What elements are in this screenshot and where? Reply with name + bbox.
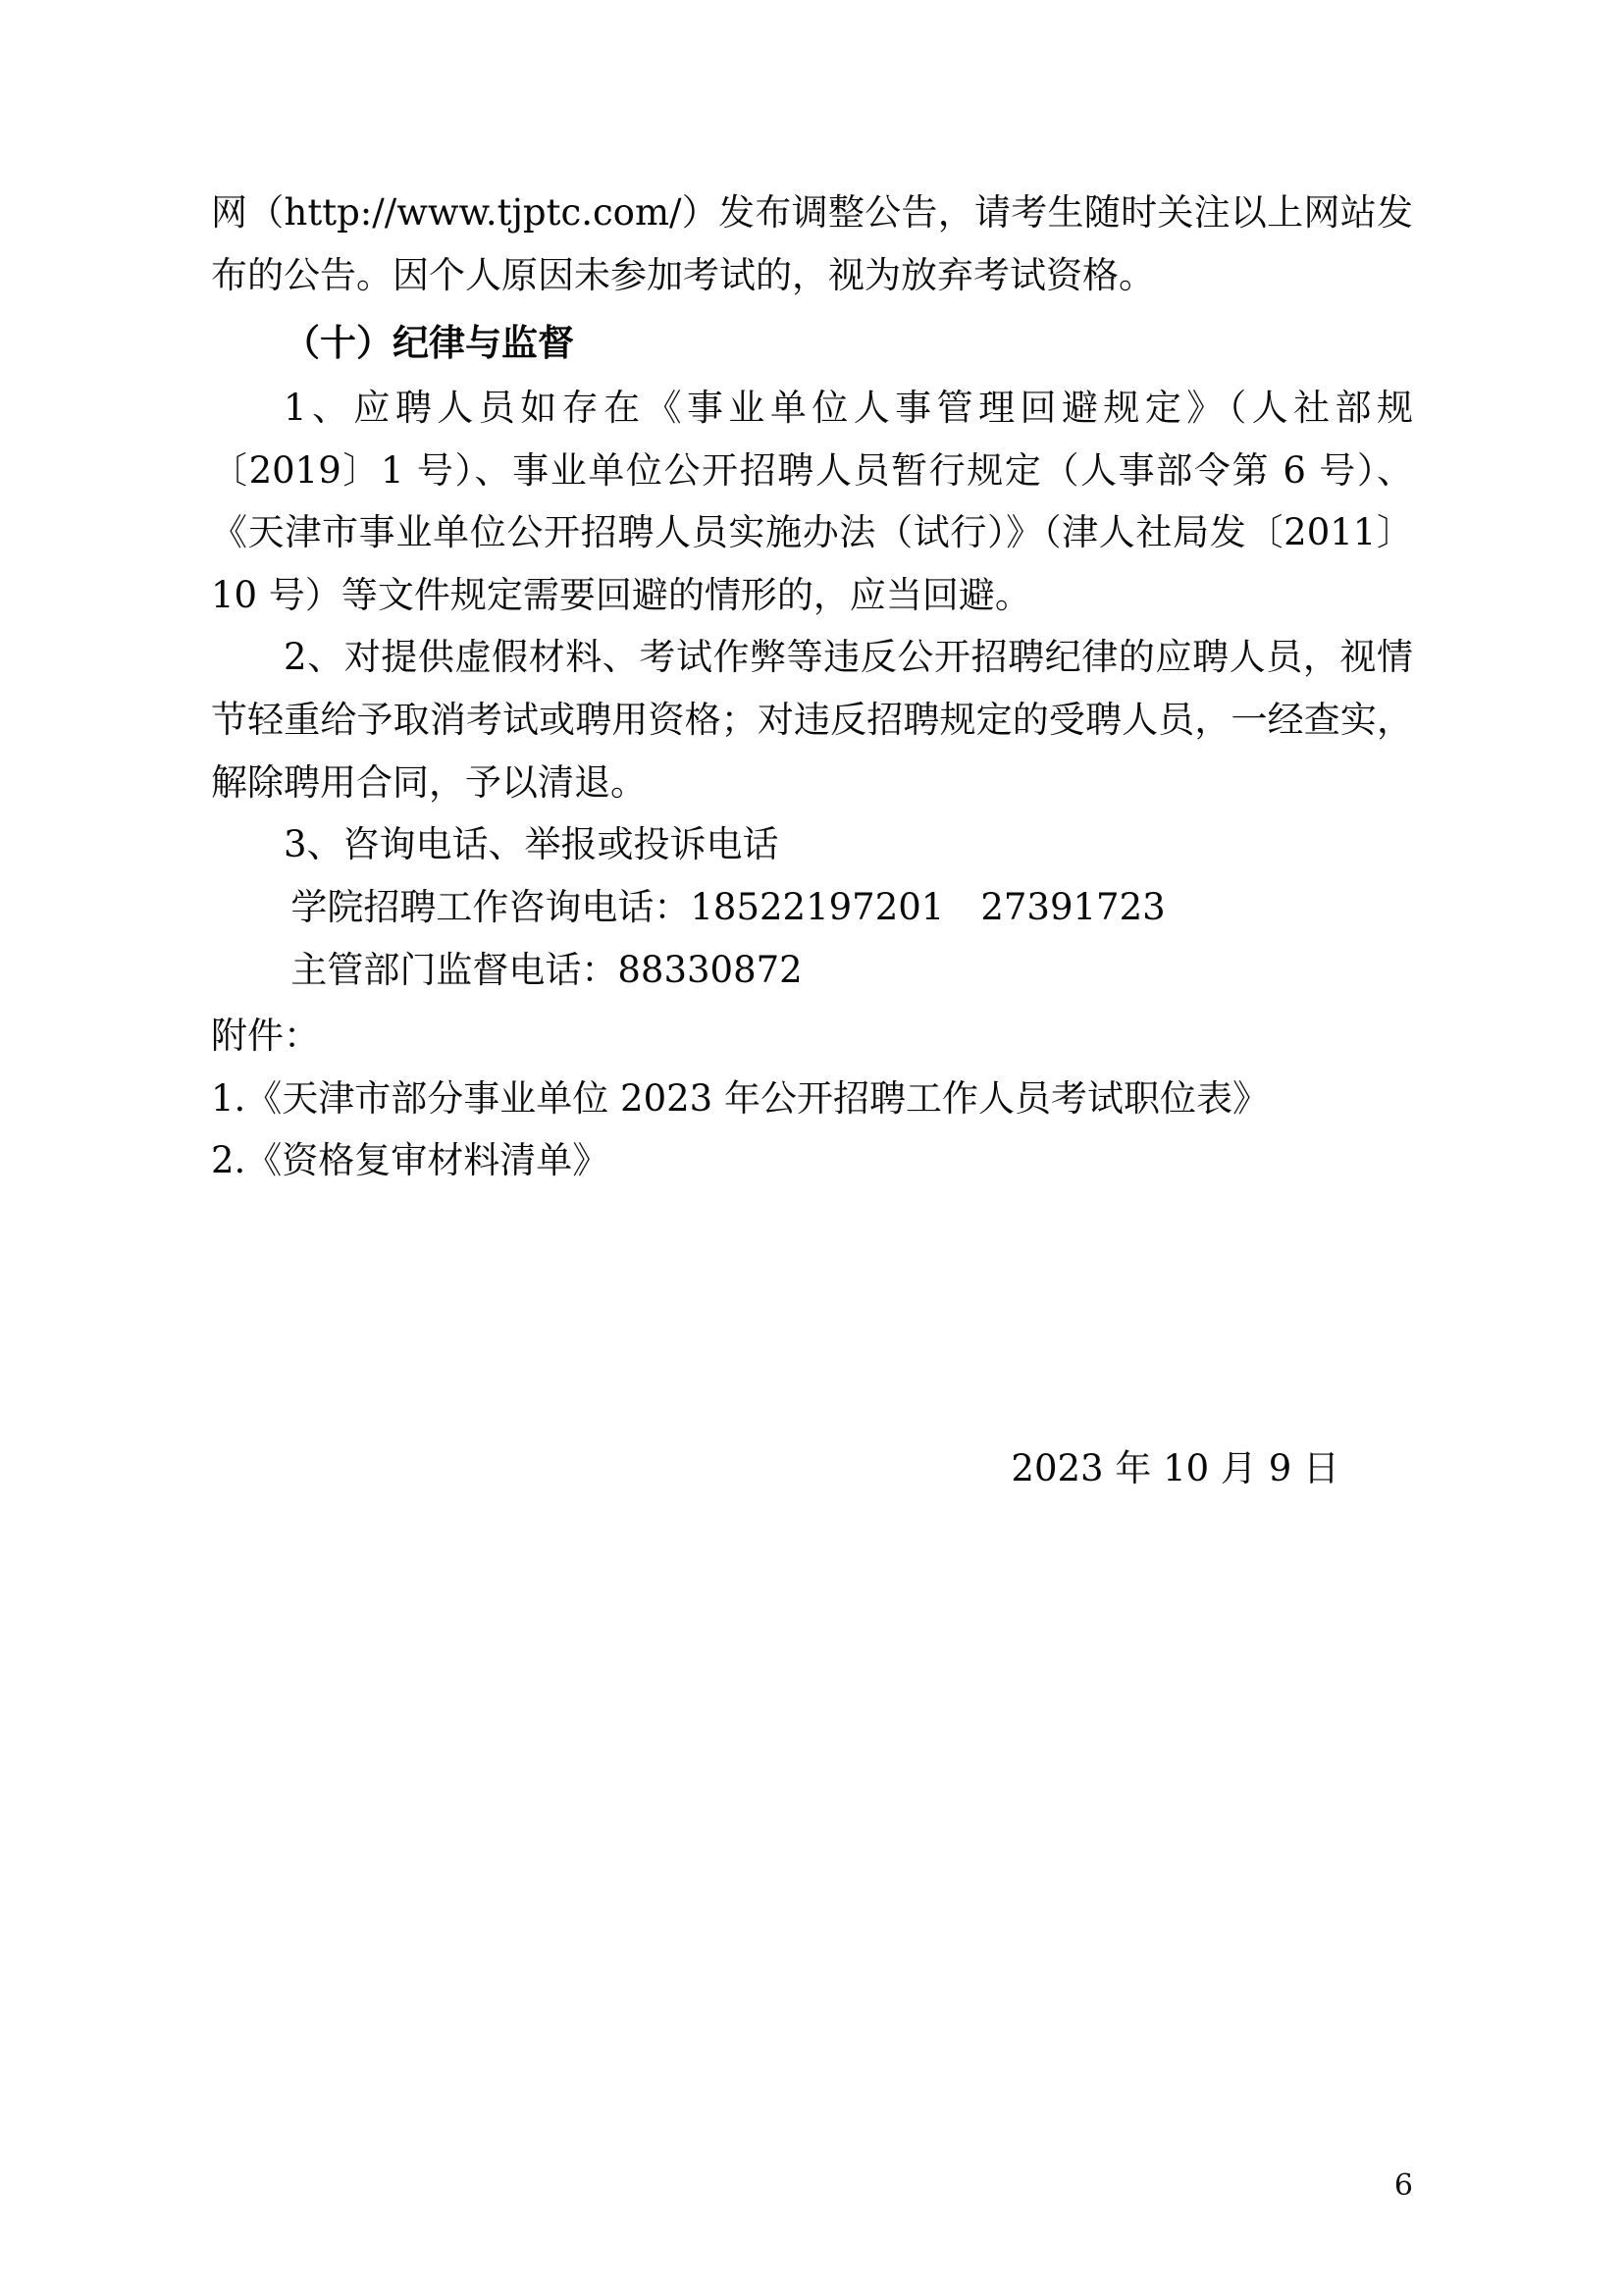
document-date: 2023 年 10 月 9 日 — [1011, 1447, 1339, 1489]
paragraph-notice-continuation: 网（http://www.tjptc.com/）发布调整公告，请考生随时关注以上网站发布的公告。因个人原因未参加考试的，视为放弃考试资格。 — [211, 191, 1413, 296]
paragraph-supervisor-phone: 主管部门监督电话：88330872 — [290, 948, 803, 991]
section-heading-discipline: （十）纪律与监督 — [284, 321, 574, 365]
attachments-label: 附件： — [211, 1015, 320, 1058]
paragraph-item-1: 1、应聘人员如存在《事业单位人事管理回避规定》（人社部规〔2019〕1 号）、事业单位公开招聘人员暂行规定（人事部令第 6 号）、《天津市事业单位公开招聘人员实施办法（试行）》（津人社局发〔2011〕10 号）等文件规定需要回避的情形的，应当回避。 — [211, 386, 1413, 616]
paragraph-college-phone: 学院招聘工作咨询电话：18522197201 27391723 — [290, 885, 1166, 928]
document-body — [211, 182, 1413, 1500]
page-number: 6 — [1393, 2168, 1413, 2203]
attachment-item-1: 1.《天津市部分事业单位 2023 年公开招聘工作人员考试职位表》 — [211, 1076, 1269, 1120]
paragraph-item-2: 2、对提供虚假材料、考试作弊等违反公开招聘纪律的应聘人员，视情节轻重给予取消考试或聘用资格；对违反招聘规定的受聘人员，一经查实，解除聘用合同，予以清退。 — [211, 636, 1413, 804]
paragraph-item-3: 3、咨询电话、举报或投诉电话 — [284, 823, 779, 866]
attachment-item-2: 2.《资格复审材料清单》 — [211, 1139, 609, 1182]
